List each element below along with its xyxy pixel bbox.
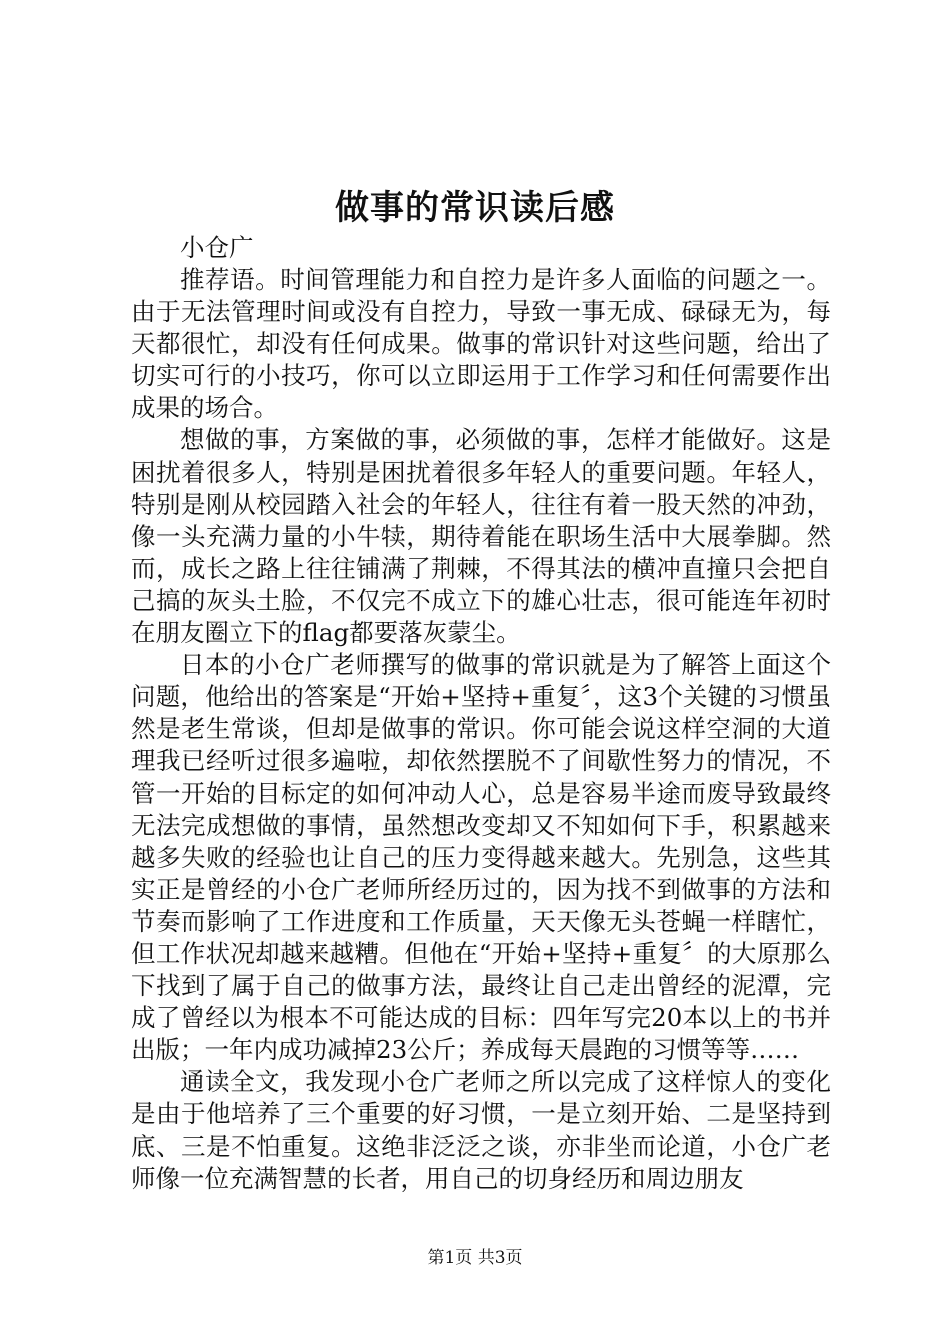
author-line: 小仓广 [180, 233, 254, 262]
page-footer: 第1页 共3页 [427, 1248, 523, 1268]
document-body [131, 264, 831, 1195]
paragraph: 想做的事，方案做的事，必须做的事，怎样才能做好。这是困扰着很多人，特别是困扰着很多年轻人的重要问题。年轻人，特别是刚从校园踏入社会的年轻人，往往有着一股天然的冲劲，像一头充满力量的小牛犊，期待着能在职场生活中大展拳脚。然而，成长之路上往往铺满了荆棘，不得其法的横冲直撞只会把自己搞的灰头土脸，不仅完不成立下的雄心壮志，很可能连年初时在朋友圈立下的flag都要落灰蒙尘。 [131, 425, 831, 648]
paragraph: 日本的小仓广老师撰写的做事的常识就是为了解答上面这个问题，他给出的答案是“开始+坚持+重复〞，这3个关键的习惯虽然是老生常谈，但却是做事的常识。你可能会说这样空洞的大道理我已经听过很多遍啦，却依然摆脱不了间歇性努力的情况，不管一开始的目标定的如何冲动人心，总是容易半途而废导致最终无法完成想做的事情，虽然想改变却又不知如何下手，积累越来越多失败的经验也让自己的压力变得越来越大。先别急，这些其实正是曾经的小仓广老师所经历过的，因为找不到做事的方法和节奏而影响了工作进度和工作质量，天天像无头苍蝇一样瞎忙，但工作状况却越来越糟。但他在“开始+坚持+重复〞的大原那么下找到了属于自己的做事方法，最终让自己走出曾经的泥潭，完成了曾经以为根本不可能达成的目标：四年写完20本以上的书并出版；一年内成功减掉23公斤；养成每天晨跑的习惯等等…… [131, 650, 831, 1065]
paragraph: 推荐语。时间管理能力和自控力是许多人面临的问题之一。由于无法管理时间或没有自控力，导致一事无成、碌碌无为，每天都很忙，却没有任何成果。做事的常识针对这些问题，给出了切实可行的小技巧，你可以立即运用于工作学习和任何需要作出成果的场合。 [131, 265, 831, 423]
paragraph: 通读全文，我发现小仓广老师之所以完成了这样惊人的变化是由于他培养了三个重要的好习惯，一是立刻开始、二是坚持到底、三是不怕重复。这绝非泛泛之谈，亦非坐而论道，小仓广老师像一位充满智慧的长者，用自己的切身经历和周边朋友 [131, 1067, 831, 1193]
document-title: 做事的常识读后感 [335, 188, 615, 228]
